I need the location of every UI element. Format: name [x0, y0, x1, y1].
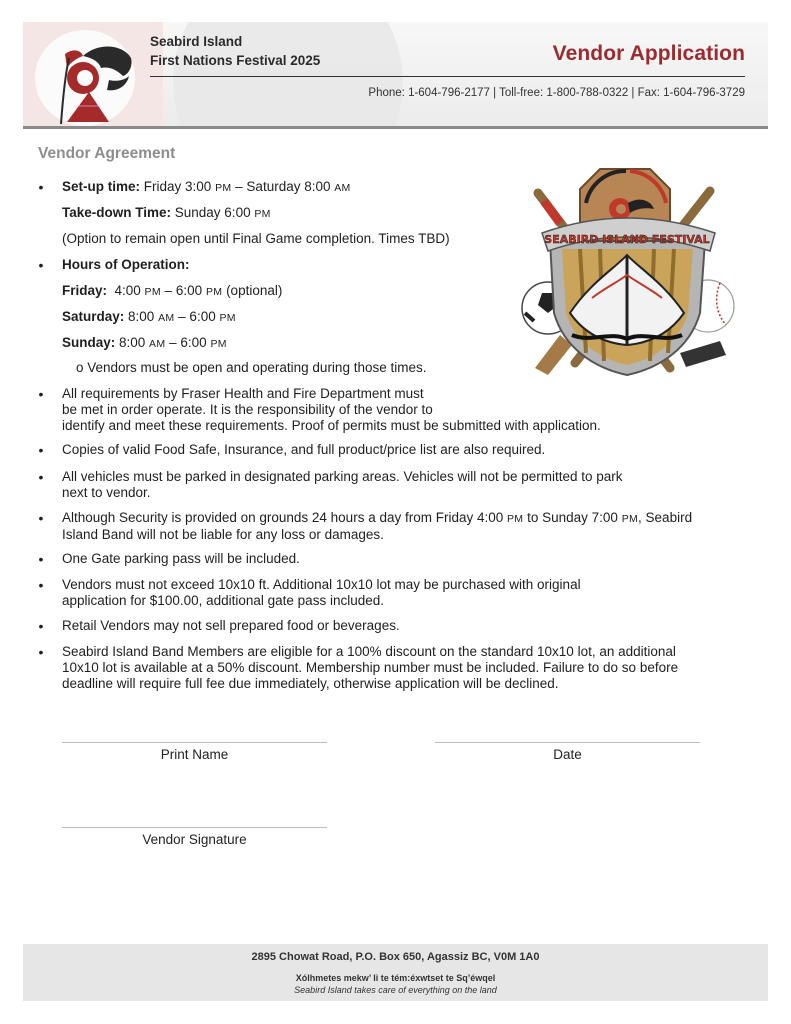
header-divider — [150, 76, 745, 77]
time-value: – 6:00 — [174, 309, 220, 324]
rule-text-line: 10x10 lot is available at a 50% discount. Membership number must be included. Failure to do so before — [62, 660, 679, 675]
time-suffix: PM — [219, 312, 236, 324]
bullet-icon — [38, 618, 44, 635]
footer — [23, 944, 768, 1001]
seabird-island-festival-emblem-icon — [520, 163, 735, 378]
emblem-banner-text: SEABIRD ISLAND FESTIVAL — [544, 233, 710, 246]
org-name-line1: Seabird Island — [150, 34, 243, 49]
organization-name — [150, 32, 320, 70]
rule-text-line: Vendors must not exceed 10x10 ft. Additional 10x10 lot may be purchased with original — [62, 577, 581, 592]
list-item-documents — [38, 442, 545, 458]
takedown-time-label: Take-down Time: — [62, 205, 172, 220]
bullet-icon — [38, 551, 44, 568]
bullet-icon — [38, 577, 44, 594]
rule-text-line: Copies of valid Food Safe, Insurance, and full product/price list are also required. — [62, 442, 546, 457]
hours-note: o Vendors must be open and operating during those times. — [76, 360, 427, 375]
day-label: Friday: — [62, 283, 108, 298]
rule-text-line: Seabird Island Band Members are eligible for a 100% discount on the standard 10x10 lot, an additional — [62, 644, 676, 659]
list-item-gate-pass — [38, 551, 300, 567]
date-label: Date — [553, 747, 582, 762]
day-label: Saturday: — [62, 309, 125, 324]
security-text: to Sunday 7:00 — [523, 510, 622, 525]
bullet-icon — [38, 257, 44, 274]
footer-address: 2895 Chowat Road, P.O. Box 650, Agassiz BC, V0M 1A0 — [251, 951, 540, 963]
bullet-icon — [38, 386, 44, 403]
hours-friday — [38, 283, 282, 300]
print-name-label: Print Name — [160, 747, 229, 762]
bullet-icon — [38, 510, 44, 527]
time-suffix: AM — [158, 312, 175, 324]
hours-saturday — [38, 309, 236, 326]
footer-motto: Xólhmetes mekw’ li te tém:éxwtset te Sq’éwqel — [295, 973, 496, 983]
list-item-setup-time — [38, 179, 351, 196]
list-item-parking — [38, 469, 623, 501]
takedown-time-value: Sunday 6:00 — [171, 205, 255, 220]
time-suffix: AM — [334, 182, 351, 194]
day-label: Sunday: — [62, 335, 116, 350]
rule-text-line: deadline will require full fee due immediately, otherwise application will be declined. — [62, 676, 559, 691]
rule-text-line: All vehicles must be parked in designated parking areas. Vehicles will not be permitted to park — [62, 469, 623, 484]
time-value: 8:00 — [115, 335, 150, 350]
time-value: – 6:00 — [160, 283, 206, 298]
time-suffix: PM — [215, 182, 232, 194]
list-item-lot-size — [38, 577, 581, 609]
time-suffix: PM — [144, 286, 161, 298]
rule-text-line: One Gate parking pass will be included. — [62, 551, 300, 566]
section-title: Vendor Agreement — [38, 145, 176, 162]
list-item-security — [38, 510, 692, 543]
print-name-field[interactable] — [62, 742, 327, 743]
list-item-band-member-discount — [38, 644, 678, 692]
hours-label: Hours of Operation: — [62, 257, 190, 272]
seabird-island-logo-icon — [43, 36, 135, 126]
takedown-time — [38, 205, 271, 222]
security-text: , Seabird — [638, 510, 693, 525]
time-suffix: AM — [149, 338, 166, 350]
rule-text-line: All requirements by Fraser Health and Fire Department must — [62, 386, 424, 401]
time-value: 8:00 — [124, 309, 159, 324]
header-band — [23, 22, 768, 126]
rule-text-line: application for $100.00, additional gate pass included. — [62, 593, 384, 608]
list-item-hours-of-operation — [38, 257, 190, 273]
optional-note: (optional) — [222, 283, 283, 298]
header-bottom-rule — [23, 126, 768, 129]
list-item-health-fire — [38, 386, 601, 434]
time-value: 4:00 — [107, 283, 145, 298]
document-title: Vendor Application — [552, 42, 745, 65]
vendor-signature-field[interactable] — [62, 827, 327, 828]
bullet-icon — [38, 442, 44, 459]
hours-sunday — [38, 335, 227, 352]
option-note: (Option to remain open until Final Game completion. Times TBD) — [62, 231, 450, 246]
security-text: Although Security is provided on grounds 24 hours a day from Friday 4:00 — [62, 510, 507, 525]
date-field[interactable] — [435, 742, 700, 743]
rule-text-line: Retail Vendors may not sell prepared food or beverages. — [62, 618, 400, 633]
vendor-signature-label: Vendor Signature — [142, 832, 247, 847]
time-suffix: PM — [507, 513, 524, 525]
setup-time-value-end: – Saturday 8:00 — [231, 179, 335, 194]
rule-text-line — [62, 510, 692, 527]
rule-text-line: next to vendor. — [62, 485, 151, 500]
bullet-icon — [38, 469, 44, 486]
time-suffix: PM — [254, 208, 271, 220]
time-suffix: PM — [205, 286, 223, 298]
rule-text-line: identify and meet these requirements. Proof of permits must be submitted with application. — [62, 418, 601, 433]
bullet-icon — [38, 644, 44, 661]
list-item-retail-restriction — [38, 618, 400, 634]
setup-time-label: Set-up time: — [62, 179, 141, 194]
rule-text-line: be met in order operate. It is the responsibility of the vendor to — [62, 402, 433, 417]
contact-info: Phone: 1-604-796-2177 | Toll-free: 1-800-788-0322 | Fax: 1-604-796-3729 — [368, 87, 745, 99]
time-suffix: PM — [621, 513, 639, 525]
rule-text-line: Island Band will not be liable for any loss or damages. — [62, 527, 384, 542]
time-suffix: PM — [210, 338, 227, 350]
time-value: – 6:00 — [165, 335, 211, 350]
setup-time-value: Friday 3:00 — [140, 179, 216, 194]
org-name-line2: First Nations Festival 2025 — [150, 53, 321, 68]
footer-motto-translation: Seabird Island takes care of everything on the land — [294, 985, 497, 995]
bullet-icon — [38, 179, 44, 196]
